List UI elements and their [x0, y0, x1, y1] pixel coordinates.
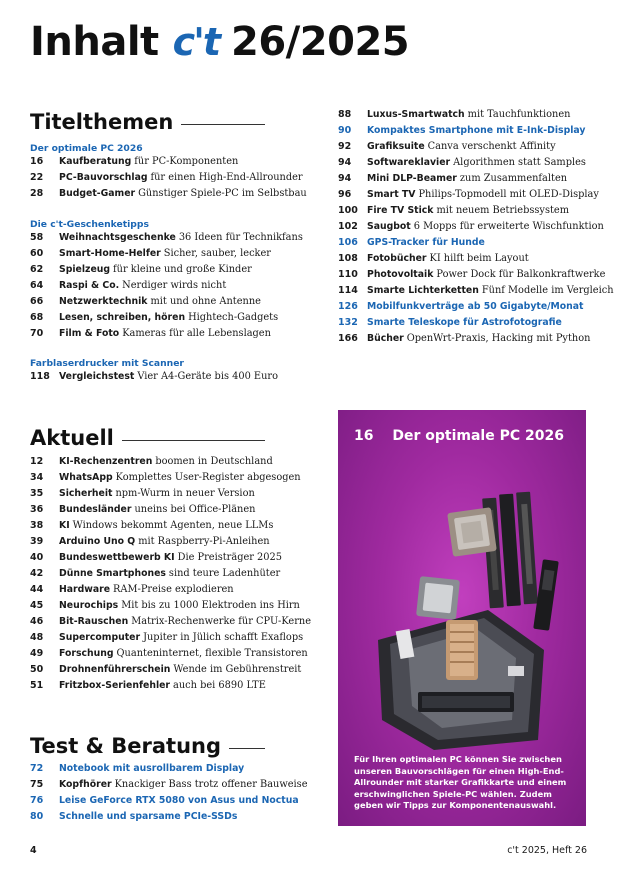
toc-entry[interactable]	[30, 156, 307, 172]
toc-page-number: 72	[30, 763, 44, 774]
toc-entry-description: mit und ohne Antenne	[150, 296, 261, 307]
toc-entry-title: Saugbot	[367, 221, 411, 232]
toc-entry[interactable]	[338, 141, 614, 157]
toc-entry-description: Canva verschenkt Affinity	[427, 141, 556, 152]
toc-entry-title: Photovoltaik	[367, 269, 434, 280]
toc-page-number: 70	[30, 328, 44, 339]
toc-entry-title: PC-Bauvorschlag	[59, 172, 148, 183]
toc-entry-title: Vergleichstest	[59, 371, 135, 382]
toc-page-number: 92	[338, 141, 352, 152]
toc-entry-title: GPS-Tracker für Hunde	[367, 237, 485, 248]
list-aktuell	[30, 456, 311, 696]
toc-entry-description: Mit bis zu 1000 Elektroden ins Hirn	[121, 600, 300, 611]
toc-entry-description: für PC-Komponenten	[134, 156, 239, 167]
list-optimaler-pc	[30, 156, 307, 204]
toc-page-number: 118	[30, 371, 50, 382]
list-farblaserdrucker	[30, 371, 278, 387]
toc-entry-description: Power Dock für Balkonkraftwerke	[436, 269, 606, 280]
toc-page-number: 100	[338, 205, 358, 216]
toc-entry[interactable]	[30, 264, 303, 280]
toc-entry-title: Kaufberatung	[59, 156, 132, 167]
toc-entry-description: für einen High-End-Allrounder	[150, 172, 303, 183]
toc-page-number: 102	[338, 221, 358, 232]
toc-page-number: 96	[338, 189, 352, 200]
toc-page-number: 22	[30, 172, 44, 183]
toc-entry-title: Neurochips	[59, 600, 119, 611]
heading-rule	[229, 748, 265, 749]
toc-entry-title: Raspi & Co.	[59, 280, 120, 291]
toc-entry[interactable]	[30, 456, 311, 472]
toc-entry[interactable]	[30, 312, 303, 328]
feature-page-number: 16	[354, 428, 374, 444]
toc-entry-title: Supercomputer	[59, 632, 141, 643]
toc-entry[interactable]	[30, 600, 311, 616]
toc-entry-title: Smarte Teleskope für Astrofotografie	[367, 317, 562, 328]
toc-entry-description: Philips-Topmodell mit OLED-Display	[418, 189, 599, 200]
toc-entry-title: Schnelle und sparsame PCIe-SSDs	[59, 811, 238, 822]
toc-entry-description: Nerdiger wirds nicht	[122, 280, 227, 291]
toc-entry[interactable]	[30, 648, 311, 664]
toc-entry-title: Bundesländer	[59, 504, 132, 515]
toc-page-number: 94	[338, 173, 352, 184]
toc-page-number: 66	[30, 296, 44, 307]
toc-page-number: 80	[30, 811, 44, 822]
toc-entry-description: Fünf Modelle im Vergleich	[481, 285, 614, 296]
toc-page-number: 114	[338, 285, 358, 296]
toc-entry-title: Mobilfunkverträge ab 50 Gigabyte/Monat	[367, 301, 584, 312]
section-aktuell-heading: Aktuell	[30, 426, 265, 450]
toc-entry[interactable]	[30, 248, 303, 264]
toc-entry-description: 6 Mopps für erweiterte Wischfunktion	[413, 221, 604, 232]
toc-entry-description: mit Raspberry-Pi-Anleihen	[138, 536, 270, 547]
list-geschenketipps	[30, 232, 303, 344]
toc-page-number: 39	[30, 536, 44, 547]
toc-page-number: 106	[338, 237, 358, 248]
toc-entry-description: Sicher, sauber, lecker	[163, 248, 271, 259]
toc-entry[interactable]	[30, 763, 308, 779]
toc-entry-title: Smart TV	[367, 189, 416, 200]
toc-entry-title: Fotobücher	[367, 253, 427, 264]
feature-box-optimaler-pc[interactable]	[338, 410, 586, 826]
toc-entry[interactable]	[30, 328, 303, 344]
toc-entry[interactable]	[30, 371, 278, 387]
feature-heading	[354, 428, 564, 444]
toc-entry-title: Bücher	[367, 333, 404, 344]
toc-entry-description: mit Tauchfunktionen	[467, 109, 571, 120]
toc-page-number: 110	[338, 269, 358, 280]
toc-entry-description: sind teure Ladenhüter	[168, 568, 281, 579]
toc-page-number: 60	[30, 248, 44, 259]
group-label-optimaler-pc[interactable]: Der optimale PC 2026	[30, 143, 143, 154]
toc-page-number: 90	[338, 125, 352, 136]
group-label-farblaserdrucker[interactable]: Farblaserdrucker mit Scanner	[30, 358, 184, 369]
toc-page-number: 12	[30, 456, 44, 467]
toc-entry-description: mit neuem Betriebssystem	[436, 205, 570, 216]
toc-entry-description: Vier A4-Geräte bis 400 Euro	[137, 371, 278, 382]
toc-entry[interactable]	[338, 173, 614, 189]
toc-page-number: 132	[338, 317, 358, 328]
toc-entry-description: auch bei 6890 LTE	[173, 680, 266, 691]
toc-page-number: 49	[30, 648, 44, 659]
section-test-beratung-heading: Test & Beratung	[30, 734, 265, 758]
toc-entry-title: Budget-Gamer	[59, 188, 136, 199]
toc-page-number: 51	[30, 680, 44, 691]
toc-entry[interactable]	[30, 811, 308, 827]
toc-entry[interactable]	[338, 189, 614, 205]
issue-footer: c't 2025, Heft 26	[507, 845, 587, 856]
toc-entry[interactable]	[30, 296, 303, 312]
toc-entry[interactable]	[30, 664, 311, 680]
toc-entry[interactable]	[30, 680, 311, 696]
toc-page-number: 36	[30, 504, 44, 515]
toc-page-number: 68	[30, 312, 44, 323]
page-number: 4	[30, 845, 37, 856]
feature-description: Für Ihren optimalen PC können Sie zwischen unseren Bauvorschlägen für einen High-End-Allrounder mit starker Grafikkarte und einem erschwinglichen Spiele-PC wählen. Zudem geben wir Tipps zur Komponentenauswahl.	[354, 754, 567, 810]
toc-entry-title: Forschung	[59, 648, 114, 659]
toc-entry[interactable]	[30, 488, 311, 504]
toc-entry[interactable]	[30, 504, 311, 520]
toc-entry-description: Kameras für alle Lebenslagen	[122, 328, 271, 339]
toc-entry[interactable]	[30, 568, 311, 584]
toc-entry[interactable]	[338, 221, 614, 237]
toc-entry-title: Fritzbox-Serienfehler	[59, 680, 171, 691]
toc-entry[interactable]	[30, 795, 308, 811]
toc-entry-description: Knackiger Bass trotz offener Bauweise	[114, 779, 308, 790]
toc-entry[interactable]	[338, 125, 614, 141]
ct-logo: c't	[172, 20, 219, 64]
toc-entry-description: Hightech-Gadgets	[188, 312, 279, 323]
toc-page-number: 46	[30, 616, 44, 627]
toc-page-number: 38	[30, 520, 44, 531]
toc-entry-description: für kleine und große Kinder	[113, 264, 252, 275]
toc-entry-description: Quanteninternet, flexible Transistoren	[116, 648, 308, 659]
toc-page-number: 126	[338, 301, 358, 312]
toc-page-number: 48	[30, 632, 44, 643]
heading-rule	[181, 124, 265, 125]
toc-entry-title: Kopfhörer	[59, 779, 112, 790]
toc-page-number: 94	[338, 157, 352, 168]
toc-entry-description: zum Zusammenfalten	[459, 173, 568, 184]
toc-entry-title: Arduino Uno Q	[59, 536, 136, 547]
list-test-beratung-right	[338, 109, 614, 349]
toc-entry[interactable]	[30, 584, 311, 600]
toc-page-number: 166	[338, 333, 358, 344]
toc-entry-title: Lesen, schreiben, hören	[59, 312, 186, 323]
toc-entry-title: WhatsApp	[59, 472, 113, 483]
toc-entry-description: Windows bekommt Agenten, neue LLMs	[72, 520, 274, 531]
toc-entry-description: Die Preisträger 2025	[177, 552, 282, 563]
toc-entry-description: boomen in Deutschland	[155, 456, 273, 467]
toc-entry-description: Jupiter in Jülich schafft Exaflops	[143, 632, 304, 643]
toc-entry[interactable]	[338, 269, 614, 285]
cpu-icon	[447, 507, 497, 557]
toc-entry-title: Softwareklavier	[367, 157, 451, 168]
toc-page-number: 75	[30, 779, 44, 790]
feature-title: Der optimale PC 2026	[392, 428, 564, 444]
heading-rule	[122, 440, 265, 441]
toc-entry-title: Film & Foto	[59, 328, 120, 339]
toc-entry-title: Luxus-Smartwatch	[367, 109, 465, 120]
toc-entry[interactable]	[338, 157, 614, 173]
toc-entry[interactable]	[338, 333, 614, 349]
toc-entry-title: Smart-Home-Helfer	[59, 248, 161, 259]
toc-entry-description: Günstiger Spiele-PC im Selbstbau	[138, 188, 307, 199]
toc-entry[interactable]	[30, 632, 311, 648]
toc-entry[interactable]	[30, 188, 307, 204]
toc-entry-description: Wende im Gebührenstreit	[173, 664, 302, 675]
toc-entry[interactable]	[30, 520, 311, 536]
toc-entry[interactable]	[30, 552, 311, 568]
toc-page-number: 88	[338, 109, 352, 120]
toc-entry[interactable]	[30, 536, 311, 552]
toc-entry[interactable]	[338, 109, 614, 125]
masthead-title: Inhalt	[30, 19, 159, 65]
toc-entry-title: Dünne Smartphones	[59, 568, 166, 579]
toc-page-number: 45	[30, 600, 44, 611]
toc-entry-description: KI hilft beim Layout	[429, 253, 529, 264]
toc-entry-title: Hardware	[59, 584, 111, 595]
toc-entry[interactable]	[338, 285, 614, 301]
toc-entry-title: Fire TV Stick	[367, 205, 434, 216]
toc-entry[interactable]	[338, 253, 614, 269]
toc-entry-title: Weihnachtsgeschenke	[59, 232, 176, 243]
toc-entry-description: npm-Wurm in neuer Version	[115, 488, 255, 499]
toc-entry-title: Netzwerktechnik	[59, 296, 148, 307]
toc-entry[interactable]	[30, 779, 308, 795]
toc-entry-description: OpenWrt-Praxis, Hacking mit Python	[406, 333, 591, 344]
toc-entry-title: KI-Rechenzentren	[59, 456, 153, 467]
toc-entry[interactable]	[30, 616, 311, 632]
toc-entry-title: Smarte Lichterketten	[367, 285, 479, 296]
toc-entry-title: Mini DLP-Beamer	[367, 173, 457, 184]
toc-entry[interactable]	[338, 205, 614, 221]
toc-entry-title: Bit-Rauschen	[59, 616, 129, 627]
toc-entry-title: KI	[59, 520, 70, 531]
toc-page-number: 58	[30, 232, 44, 243]
toc-page-number: 34	[30, 472, 44, 483]
toc-entry-description: RAM-Preise explodieren	[113, 584, 234, 595]
masthead	[30, 12, 409, 72]
toc-entry[interactable]	[30, 280, 303, 296]
toc-page-number: 50	[30, 664, 44, 675]
toc-entry-title: Bundeswettbewerb KI	[59, 552, 175, 563]
toc-entry[interactable]	[30, 472, 311, 488]
toc-entry-title: Sicherheit	[59, 488, 113, 499]
toc-entry-description: 36 Ideen für Technikfans	[178, 232, 303, 243]
pc-case-icon	[378, 610, 544, 750]
toc-entry-title: Spielzeug	[59, 264, 111, 275]
toc-entry-description: Komplettes User-Register abgesogen	[115, 472, 301, 483]
toc-entry[interactable]	[30, 232, 303, 248]
issue-number: 26/2025	[231, 19, 410, 65]
toc-page-number: 108	[338, 253, 358, 264]
toc-entry-description: Algorithmen statt Samples	[453, 157, 586, 168]
pc-components-illustration	[338, 470, 586, 750]
toc-page-number: 40	[30, 552, 44, 563]
toc-entry-description: Matrix-Rechenwerke für CPU-Kerne	[131, 616, 311, 627]
toc-entry[interactable]	[338, 317, 614, 333]
toc-entry[interactable]	[338, 237, 614, 253]
group-label-geschenketipps[interactable]: Die c't-Geschenketipps	[30, 219, 149, 230]
toc-entry[interactable]	[338, 301, 614, 317]
toc-page-number: 16	[30, 156, 44, 167]
toc-entry[interactable]	[30, 172, 307, 188]
section-titelthemen-heading: Titelthemen	[30, 110, 265, 134]
toc-entry-title: Grafiksuite	[367, 141, 425, 152]
toc-page-number: 28	[30, 188, 44, 199]
toc-entry-title: Kompaktes Smartphone mit E-Ink-Display	[367, 125, 586, 136]
toc-entry-title: Notebook mit ausrollbarem Display	[59, 763, 245, 774]
toc-page-number: 76	[30, 795, 44, 806]
toc-entry-description: uneins bei Office-Plänen	[134, 504, 256, 515]
toc-page-number: 64	[30, 280, 44, 291]
cpu-secondary-icon	[416, 576, 460, 620]
toc-page-number: 44	[30, 584, 44, 595]
toc-entry-title: Leise GeForce RTX 5080 von Asus und Noctua	[59, 795, 299, 806]
toc-entry-title: Drohnenführerschein	[59, 664, 171, 675]
list-test-beratung-left	[30, 763, 308, 827]
toc-page-number: 42	[30, 568, 44, 579]
toc-page-number: 62	[30, 264, 44, 275]
toc-page-number: 35	[30, 488, 44, 499]
